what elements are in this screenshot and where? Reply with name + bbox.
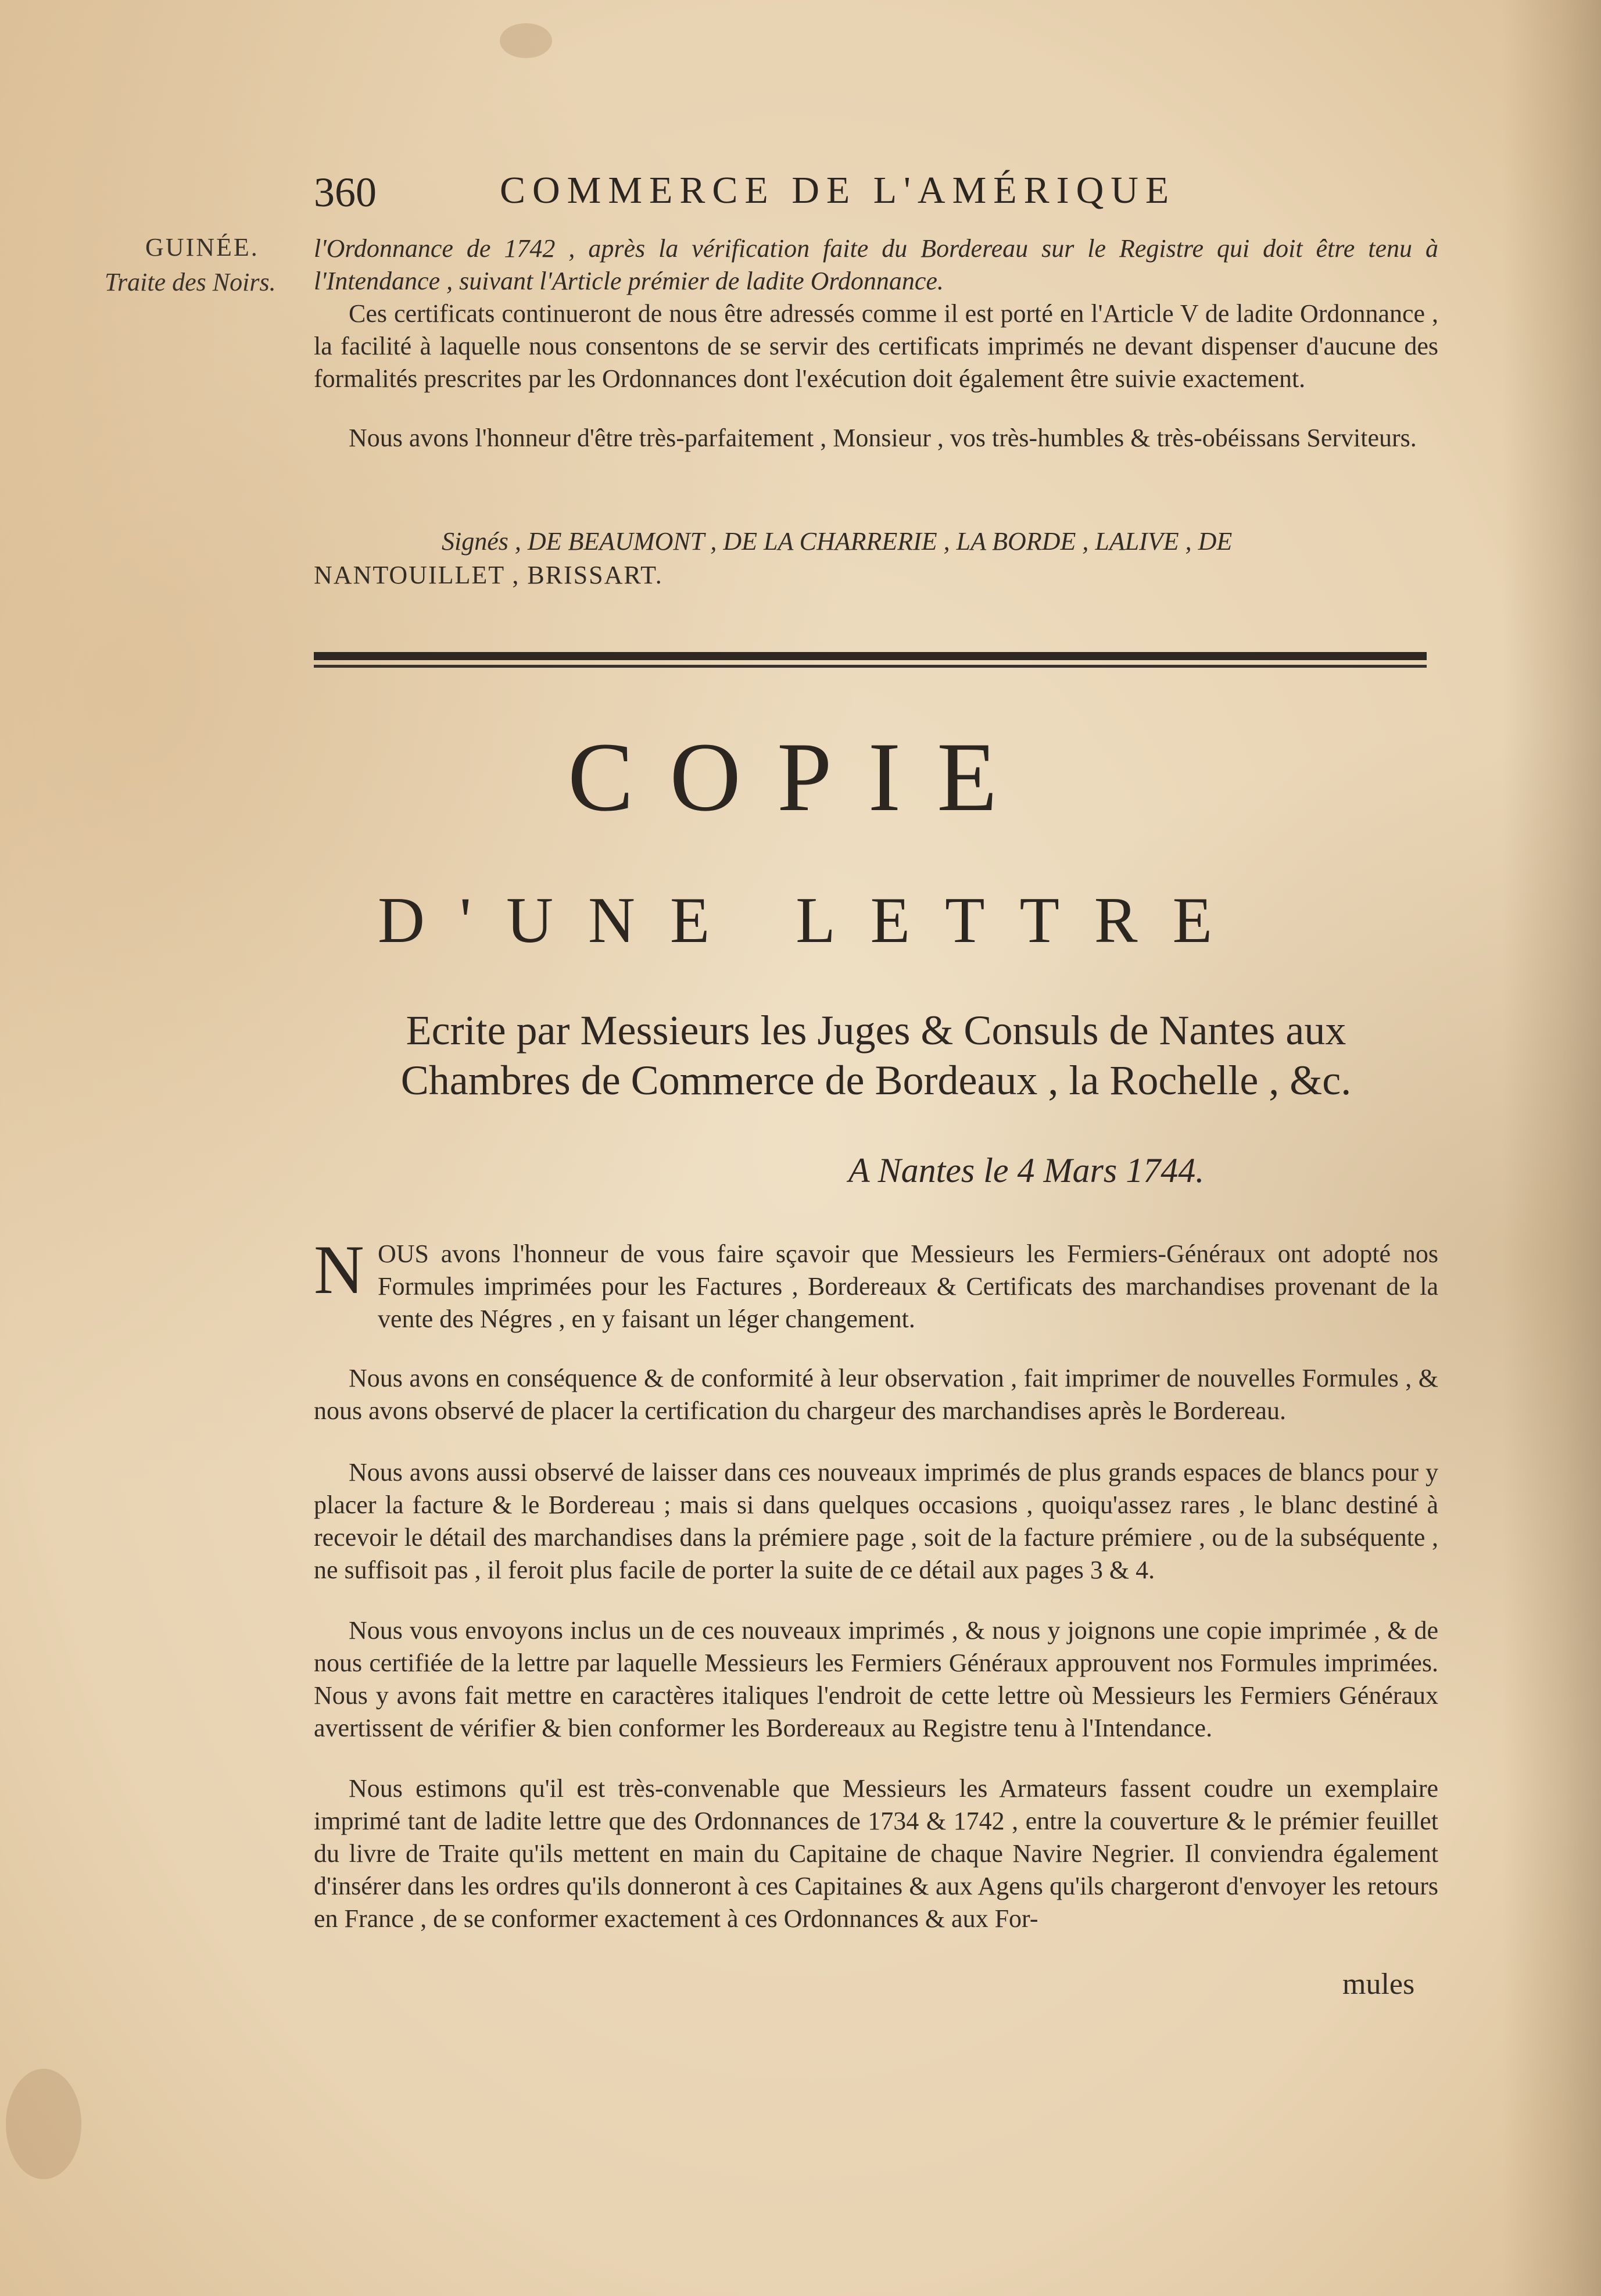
letter-paragraph-3: Nous avons aussi observé de laisser dans ces nouveaux imprimés de plus grands espaces de blancs pour y placer la facture & le Bordereau ; mais si dans quelques occasions , quoiqu'assez rares , le blanc destiné à recevoir le détail des marchandises dans la prémiere page , soit de la facture prémiere , ou de la subséquente , ne suffisoit pas , il feroit plus facile de porter la suite de ce détail aux pages 3 & 4.: [314, 1458, 1438, 1584]
section-divider: [314, 652, 1427, 672]
document-title: COPIE: [567, 722, 1034, 832]
letter-paragraph-1: OUS avons l'honneur de vous faire sçavoir que Messieurs les Fermiers-Généraux ont adopté nos Formules imprimées pour les Factures , Bordereaux & Certificats des marchandises provenant de la vente des Négres , en y faisant un léger changement.: [378, 1240, 1438, 1333]
margin-note-topic: Traite des Noirs.: [105, 268, 276, 296]
letter-caption: [314, 1005, 1438, 1105]
previous-letter-paragraph-3: Nous avons l'honneur d'être très-parfaitement , Monsieur , vos très-humbles & très-obéissans Serviteurs.: [349, 424, 1417, 452]
document-subtitle: D'UNE LETTRE: [378, 884, 1248, 957]
page-number: 360: [314, 169, 377, 216]
letter-paragraph-5: Nous estimons qu'il est très-convenable que Messieurs les Armateurs fassent coudre un exemplaire imprimé tant de ladite lettre que des Ordonnances de 1734 & 1742 , entre la couverture & le prémier feuillet du livre de Traite qu'ils mettent en main du Capitaine de chaque Navire Negrier. Il conviendra également d'insérer dans les ordres qu'ils donneront à ces Capitaines & aux Agens qu'ils chargeront d'envoyer les retours en France , de se conformer exactement à ces Ordonnances & aux For-: [314, 1774, 1438, 1933]
caption-line-1: Ecrite par Messieurs les Juges & Consuls de Nantes aux: [406, 1007, 1346, 1054]
drop-cap: N: [314, 1231, 364, 1308]
letter-paragraph-2: Nous avons en conséquence & de conformité à leur observation , fait imprimer de nouvelles Formules , & nous avons observé de placer la certification du chargeur des marchandises après le Bordereau.: [314, 1364, 1438, 1425]
divider-thick-rule: [314, 652, 1427, 660]
divider-thin-rule: [314, 665, 1427, 668]
caption-line-2: Chambres de Commerce de Bordeaux , la Rochelle , &c.: [400, 1057, 1352, 1104]
letter-paragraph-4: Nous vous envoyons inclus un de ces nouveaux imprimés , & nous y joignons une copie imprimée , & de nous certifiée de la lettre par laquelle Messieurs les Fermiers Généraux approuvent nos Formules imprimées. Nous y avons fait mettre en caractères italiques l'endroit de cette lettre où Messieurs les Fermiers Généraux avertissent de vérifier & bien conformer les Bordereaux au Registre tenu à l'Intendance.: [314, 1616, 1438, 1742]
margin-note-region: GUINÉE.: [145, 233, 259, 262]
previous-letter-paragraph-1: l'Ordonnance de 1742 , après la vérification faite du Bordereau sur le Registre qui doit être tenu à l'Intendance , suivant l'Article prémier de ladite Ordonnance.: [314, 234, 1438, 295]
signature-line-1: Signés , DE BEAUMONT , DE LA CHARRERIE , LA BORDE , LALIVE , DE: [442, 527, 1233, 556]
signature-line-2: NANTOUILLET , BRISSART.: [314, 561, 663, 589]
dateline: A Nantes le 4 Mars 1744.: [848, 1151, 1205, 1190]
paper-stain: [500, 23, 552, 58]
previous-letter-paragraph-2: Ces certificats continueront de nous être adressés comme il est porté en l'Article V de ladite Ordonnance , la facilité à laquelle nous consentons de se servir des certificats imprimés ne devant dispenser d'aucune des formalités prescrites par les Ordonnances dont l'exécution doit également être suivie exactement.: [314, 299, 1438, 393]
page-header: [314, 169, 1278, 221]
running-title: COMMERCE DE L'AMÉRIQUE: [500, 169, 1176, 212]
page-fold-shadow: [1502, 0, 1601, 2296]
catchword: mules: [1342, 1968, 1415, 2001]
paper-stain: [6, 2069, 81, 2179]
